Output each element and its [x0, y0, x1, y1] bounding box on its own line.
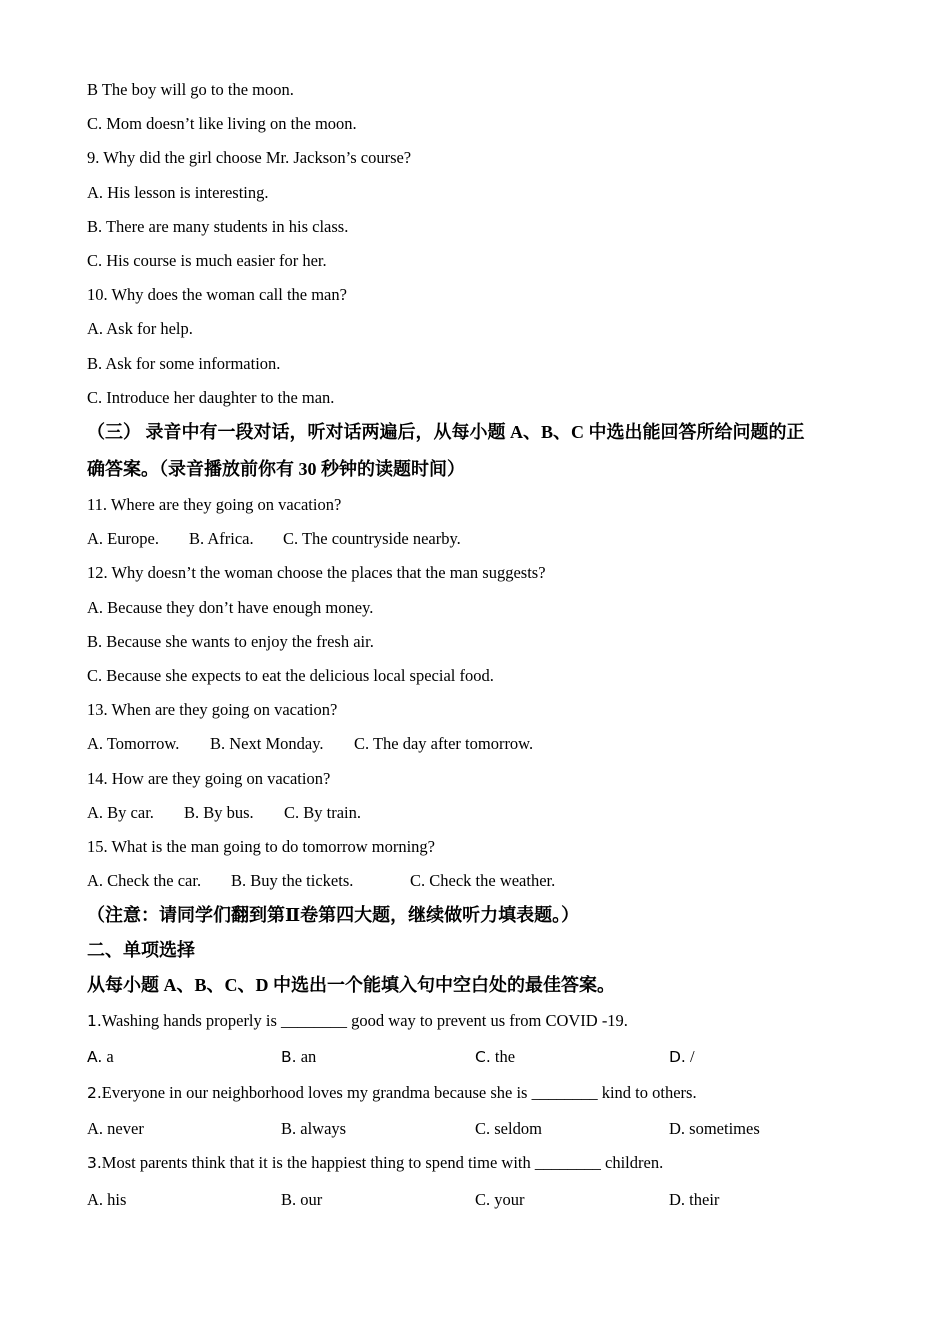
mc-option-3b: B. our [281, 1190, 323, 1209]
mc-question-2-number: 2. [87, 1084, 102, 1102]
mc-option-2b: B. always [281, 1119, 347, 1138]
mc-question-1-number: 1. [87, 1012, 102, 1030]
option-11a: A. Europe. [87, 529, 159, 548]
mc-option-2c: C. seldom [475, 1119, 542, 1138]
mc-option-2a: A. never [87, 1119, 144, 1138]
option-15b: B. Buy the tickets. [231, 871, 354, 890]
option-15a: A. Check the car. [87, 871, 202, 890]
option-9c: C. His course is much easier for her. [87, 251, 327, 270]
mc-option-1b: B. an [281, 1047, 317, 1066]
option-13b: B. Next Monday. [210, 734, 324, 753]
option-8b: B The boy will go to the moon. [87, 80, 294, 99]
question-11: 11. Where are they going on vacation? [87, 495, 342, 514]
mc-question-2 [87, 1082, 697, 1104]
option-14c: C. By train. [284, 803, 361, 822]
option-11c: C. The countryside nearby. [283, 529, 461, 548]
mc-option-2d: D. sometimes [669, 1119, 760, 1138]
part2-title: 二、单项选择 [87, 940, 195, 960]
question-9: 9. Why did the girl choose Mr. Jackson’s course? [87, 148, 412, 167]
mc-question-2-text: Everyone in our neighborhood loves my grandma because she is ________ kind to others. [101, 1083, 697, 1102]
option-10b: B. Ask for some information. [87, 354, 281, 373]
question-14: 14. How are they going on vacation? [87, 769, 331, 788]
question-12: 12. Why doesn’t the woman choose the places that the man suggests? [87, 563, 546, 582]
option-12c: C. Because she expects to eat the delicious local special food. [87, 666, 494, 685]
mc-option-1a: A. a [87, 1047, 114, 1066]
option-9b: B. There are many students in his class. [87, 217, 349, 236]
listening-note: （注意：请同学们翻到第Ⅱ卷第四大题，继续做听力填表题。） [87, 905, 580, 925]
option-10a: A. Ask for help. [87, 319, 193, 338]
question-15: 15. What is the man going to do tomorrow morning? [87, 837, 435, 856]
question-13: 13. When are they going on vacation? [87, 700, 338, 719]
option-12a: A. Because they don’t have enough money. [87, 598, 374, 617]
option-8c: C. Mom doesn’t like living on the moon. [87, 114, 357, 133]
mc-question-1 [87, 1010, 628, 1032]
question-10: 10. Why does the woman call the man? [87, 285, 347, 304]
mc-option-3d: D. their [669, 1190, 720, 1209]
mc-option-1d: D. / [669, 1047, 695, 1066]
mc-option-3a: A. his [87, 1190, 127, 1209]
section3-instruction-line2: 确答案。（录音播放前你有 30 秒钟的读题时间） [87, 459, 465, 479]
mc-question-3-text: Most parents think that it is the happiest thing to spend time with ________ children. [101, 1153, 664, 1172]
option-13c: C. The day after tomorrow. [354, 734, 534, 753]
mc-option-1c: C. the [475, 1047, 516, 1066]
option-10c: C. Introduce her daughter to the man. [87, 388, 335, 407]
option-15c: C. Check the weather. [410, 871, 556, 890]
part2-instruction: 从每小题 A、B、C、D 中选出一个能填入句中空白处的最佳答案。 [87, 975, 616, 995]
mc-question-3-number: 3. [87, 1154, 102, 1172]
option-12b: B. Because she wants to enjoy the fresh air. [87, 632, 374, 651]
option-14b: B. By bus. [184, 803, 254, 822]
mc-question-3 [87, 1152, 663, 1174]
option-14a: A. By car. [87, 803, 154, 822]
mc-option-3c: C. your [475, 1190, 525, 1209]
option-11b: B. Africa. [189, 529, 254, 548]
section3-instruction-line1: （三） 录音中有一段对话，听对话两遍后，从每小题 A、B、C 中选出能回答所给问题的正 [87, 422, 805, 442]
option-13a: A. Tomorrow. [87, 734, 180, 753]
option-9a: A. His lesson is interesting. [87, 183, 269, 202]
mc-question-1-text: Washing hands properly is ________ good way to prevent us from COVID -19. [101, 1011, 628, 1030]
